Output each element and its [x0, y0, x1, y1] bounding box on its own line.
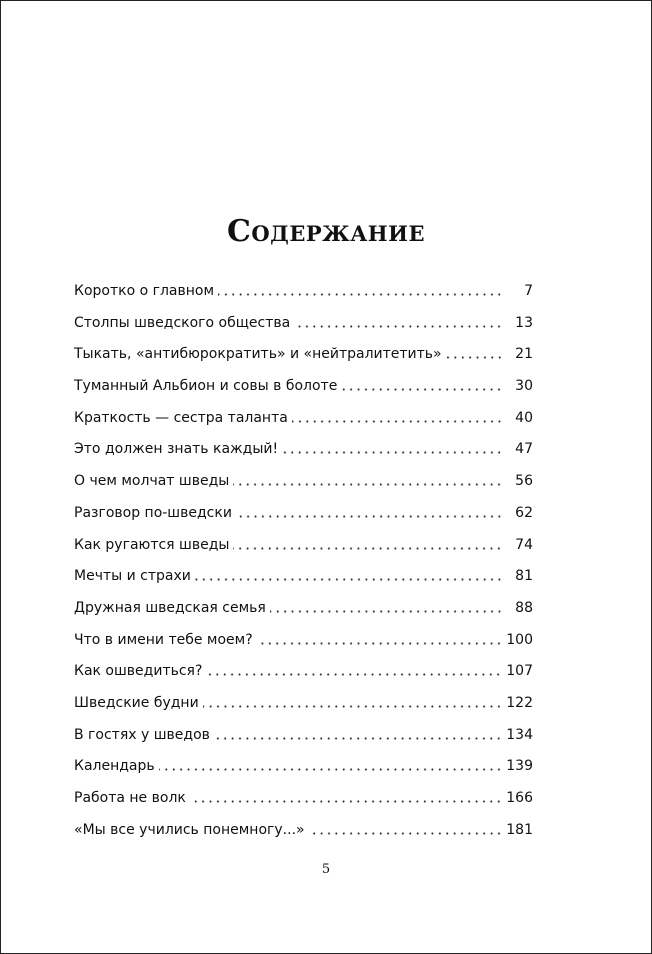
toc-entry-page: 13	[515, 314, 533, 331]
toc-entry-title: Календарь	[74, 758, 155, 775]
toc-entry[interactable]	[74, 346, 533, 378]
toc-entry-title: Дружная шведская семья	[74, 599, 266, 616]
toc-entry[interactable]	[74, 441, 533, 473]
toc-entry[interactable]	[74, 600, 533, 632]
page-number: 5	[321, 862, 331, 877]
page-title: Содержание	[227, 214, 425, 249]
toc-entry-page: 100	[506, 631, 533, 648]
dot-leader	[294, 324, 503, 328]
toc-entry-title: Тыкать, «антибюрократить» и «нейтралитетить»	[74, 346, 442, 363]
toc-entry-title: «Мы все учились понемногу...»	[74, 821, 305, 838]
toc-entry-page: 122	[506, 694, 533, 711]
toc-entry-page: 139	[506, 758, 533, 775]
dot-leader	[257, 641, 503, 645]
toc-entry-page: 166	[506, 790, 533, 806]
dot-leader	[282, 450, 503, 454]
toc-entry[interactable]	[74, 378, 533, 410]
toc-entry-title: Что в имени тебе моем?	[74, 631, 253, 648]
dot-leader	[195, 577, 503, 581]
dot-leader	[446, 355, 503, 359]
dot-leader	[206, 672, 502, 676]
toc-entry[interactable]	[74, 790, 533, 822]
toc-entry[interactable]	[74, 727, 533, 759]
toc-entry-page: 62	[515, 504, 533, 521]
toc-entry-page: 81	[515, 568, 533, 585]
toc-entry-page: 107	[506, 663, 533, 680]
toc-entry-page: 21	[515, 346, 533, 363]
dot-leader	[341, 387, 503, 391]
toc-entry-page: 30	[515, 378, 533, 395]
dot-leader	[309, 831, 503, 835]
toc-entry-title: Как ошведиться?	[74, 663, 203, 680]
dot-leader	[233, 482, 503, 486]
toc-entry-title: Разговор по-шведски	[74, 504, 232, 521]
toc-entry-title: Мечты и страхи	[74, 568, 191, 585]
toc-entry[interactable]	[74, 505, 533, 537]
toc-entry-title: Краткость — сестра таланта	[74, 409, 288, 426]
toc-entry-title: Как ругаются шведы	[74, 536, 230, 553]
toc-entry-title: Туманный Альбион и совы в болоте	[74, 378, 338, 395]
toc-entry-title: Это должен знать каждый!	[74, 441, 279, 458]
table-of-contents	[74, 283, 533, 853]
toc-entry[interactable]	[74, 473, 533, 505]
toc-entry-title: В гостях у шведов	[74, 726, 210, 743]
toc-entry[interactable]	[74, 410, 533, 442]
toc-entry[interactable]	[74, 663, 533, 695]
dot-leader	[214, 736, 502, 740]
dot-leader	[236, 514, 503, 518]
toc-entry-title: О чем молчат шведы	[74, 473, 230, 490]
toc-entry[interactable]	[74, 822, 533, 854]
toc-entry[interactable]	[74, 758, 533, 790]
toc-entry[interactable]	[74, 283, 533, 315]
toc-entry[interactable]	[74, 632, 533, 664]
toc-entry[interactable]	[74, 315, 533, 347]
toc-entry[interactable]	[74, 695, 533, 727]
toc-entry-page: 40	[515, 409, 533, 426]
toc-entry-page: 74	[515, 536, 533, 553]
toc-entry-title: Работа не волк	[74, 790, 186, 806]
dot-leader	[190, 799, 502, 803]
dot-leader	[292, 419, 503, 423]
dot-leader	[159, 767, 503, 771]
toc-entry-page: 7	[524, 283, 533, 299]
toc-entry[interactable]	[74, 568, 533, 600]
dot-leader	[233, 546, 503, 550]
toc-entry-title: Столпы шведского общества	[74, 314, 291, 331]
toc-entry[interactable]	[74, 537, 533, 569]
dot-leader	[218, 292, 503, 296]
dot-leader	[203, 704, 503, 708]
toc-entry-page: 47	[515, 441, 533, 458]
toc-entry-page: 56	[515, 473, 533, 490]
toc-entry-page: 181	[506, 821, 533, 838]
toc-entry-title: Шведские будни	[74, 694, 199, 711]
toc-entry-page: 88	[515, 599, 533, 616]
toc-entry-page: 134	[506, 726, 533, 743]
toc-entry-title: Коротко о главном	[74, 283, 215, 299]
dot-leader	[270, 609, 503, 613]
